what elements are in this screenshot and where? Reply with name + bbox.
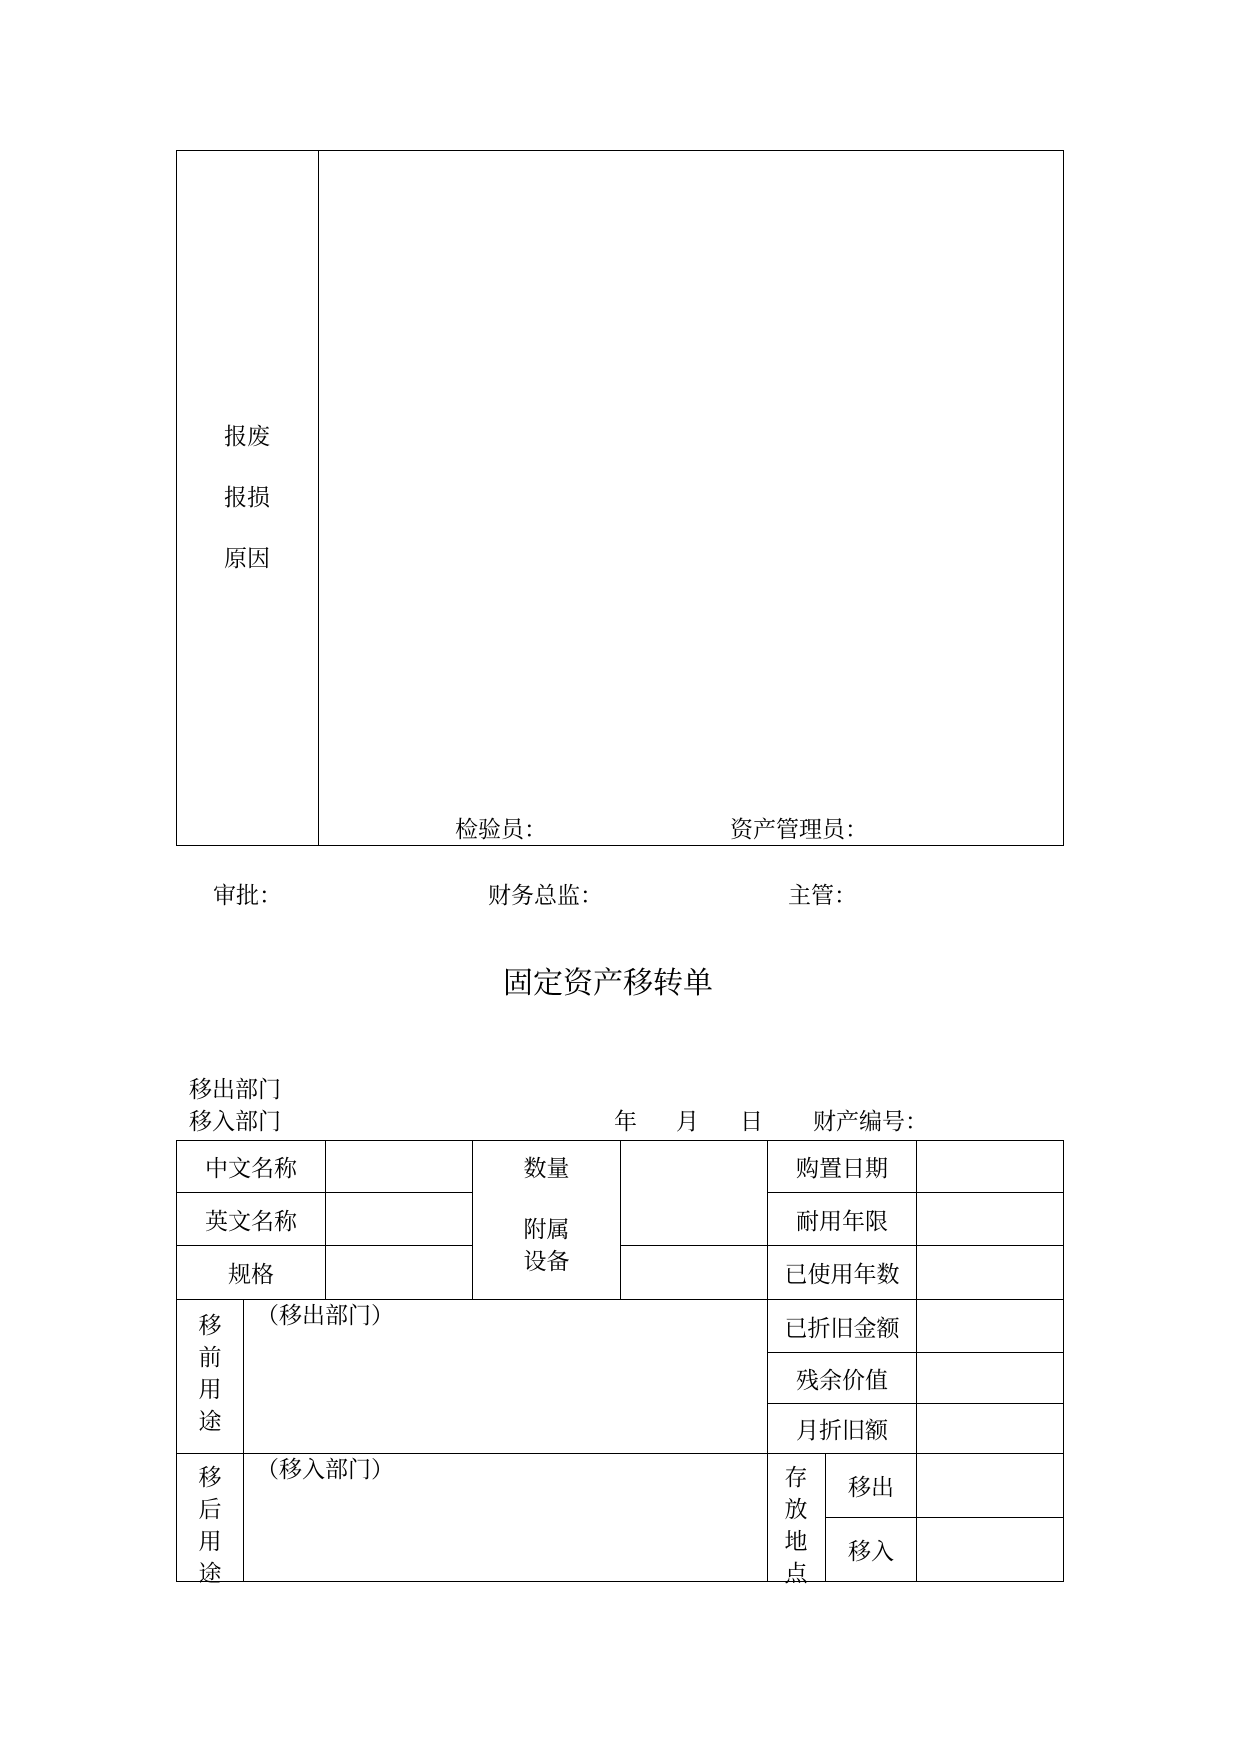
moved-in-label: 移入 — [848, 1539, 894, 1565]
quantity-field[interactable] — [621, 1141, 767, 1245]
moved-out-label: 移出 — [848, 1475, 894, 1501]
asset-admin-label: 资产管理员： — [730, 817, 868, 843]
storage-location-char: 地 — [784, 1529, 808, 1555]
before-use-note: （移出部门） — [256, 1303, 394, 1329]
after-use-note: （移入部门） — [256, 1457, 394, 1483]
moved-out-field[interactable] — [917, 1454, 1063, 1517]
residual-value-field[interactable] — [917, 1353, 1063, 1403]
before-use-char: 用 — [198, 1377, 222, 1403]
monthly-depreciation-field[interactable] — [917, 1404, 1063, 1453]
after-use-label — [195, 1462, 225, 1590]
transfer-form-title: 固定资产移转单 — [503, 966, 713, 1001]
after-use-char: 后 — [198, 1497, 222, 1523]
after-use-char: 移 — [198, 1465, 222, 1491]
quantity-label: 数量 — [523, 1156, 570, 1182]
storage-location-char: 放 — [784, 1497, 808, 1523]
spec-label: 规格 — [228, 1262, 274, 1288]
scrap-reason-label-3: 原因 — [224, 546, 270, 572]
english-name-label: 英文名称 — [205, 1208, 297, 1235]
scrap-reason-label-1: 报废 — [224, 424, 270, 450]
year-label: 年 — [614, 1109, 637, 1135]
depreciated-amount-label: 已折旧金额 — [784, 1315, 900, 1342]
before-use-char: 移 — [198, 1313, 222, 1339]
before-use-char: 前 — [198, 1345, 222, 1371]
purchase-date-label: 购置日期 — [796, 1156, 888, 1182]
moved-in-field[interactable] — [917, 1518, 1063, 1581]
years-used-field[interactable] — [917, 1246, 1063, 1299]
month-label: 月 — [676, 1109, 699, 1135]
scrap-table-divider — [318, 150, 319, 846]
before-use-label — [195, 1310, 225, 1438]
depreciated-amount-field[interactable] — [917, 1300, 1063, 1352]
storage-location-char: 点 — [784, 1561, 808, 1587]
accessory-field[interactable] — [621, 1246, 767, 1299]
asset-no-label: 财产编号： — [813, 1109, 928, 1135]
accessory-label — [473, 1193, 620, 1299]
in-dept-label: 移入部门 — [189, 1109, 281, 1135]
out-dept-label: 移出部门 — [189, 1077, 281, 1103]
accessory-label-line2: 设备 — [523, 1249, 570, 1275]
chinese-name-field[interactable] — [326, 1141, 472, 1192]
scrap-reason-label-2: 报损 — [224, 485, 270, 511]
english-name-field[interactable] — [326, 1193, 472, 1245]
service-life-field[interactable] — [917, 1193, 1063, 1245]
spec-field[interactable] — [326, 1246, 472, 1299]
inspector-label: 检验员： — [455, 817, 547, 843]
service-life-label: 耐用年限 — [796, 1208, 888, 1235]
residual-value-label: 残余价值 — [796, 1367, 888, 1394]
monthly-depreciation-label: 月折旧额 — [796, 1418, 888, 1444]
after-use-char: 途 — [198, 1561, 222, 1587]
before-use-char: 途 — [198, 1409, 222, 1435]
before-use-field[interactable] — [244, 1330, 766, 1452]
chinese-name-label: 中文名称 — [205, 1156, 297, 1182]
finance-director-label: 财务总监： — [488, 883, 603, 909]
day-label: 日 — [740, 1109, 763, 1135]
after-use-char: 用 — [198, 1529, 222, 1555]
storage-location-label — [781, 1462, 811, 1590]
purchase-date-field[interactable] — [917, 1141, 1063, 1192]
storage-location-char: 存 — [784, 1465, 808, 1491]
approve-label: 审批： — [213, 883, 282, 909]
scrap-reason-table — [176, 150, 1064, 846]
accessory-label-line1: 附属 — [523, 1217, 570, 1243]
after-use-field[interactable] — [244, 1484, 766, 1581]
supervisor-label: 主管： — [788, 883, 857, 909]
years-used-label: 已使用年数 — [784, 1262, 900, 1288]
